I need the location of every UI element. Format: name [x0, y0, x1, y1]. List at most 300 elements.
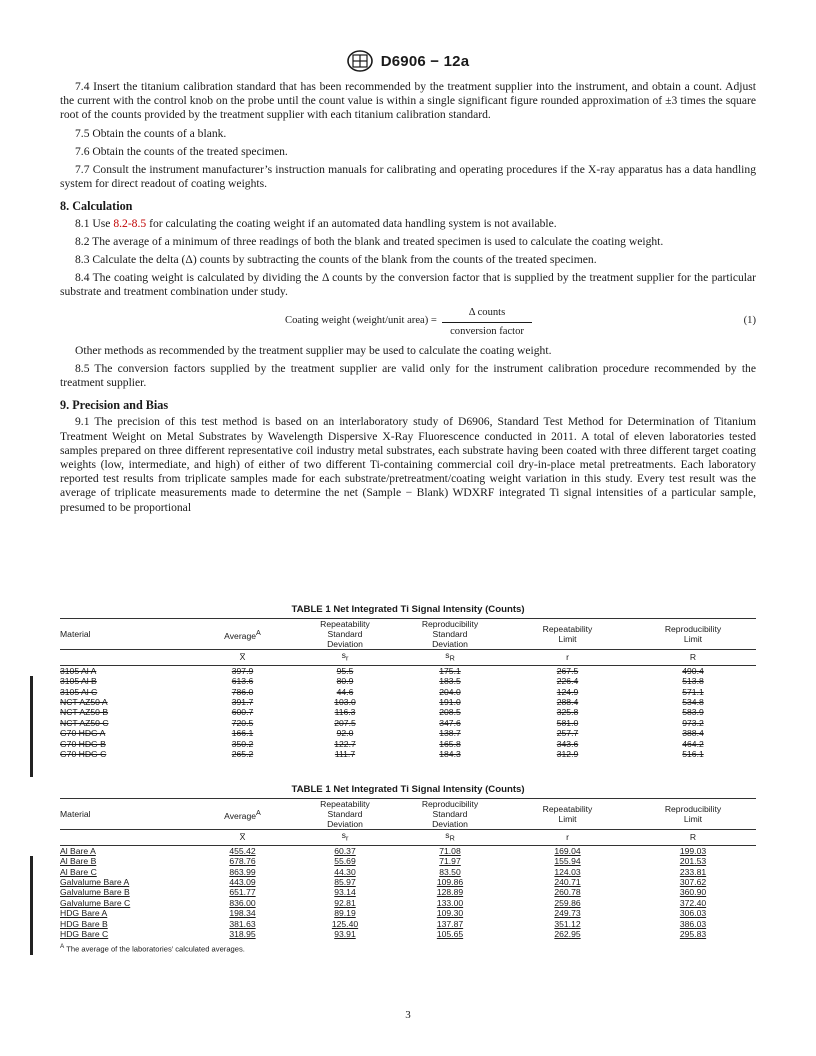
cell-value: [630, 665, 756, 676]
cell-value: [190, 929, 295, 939]
cell-text: 249.73: [554, 908, 581, 919]
cell-text: 3105 Al C: [60, 686, 98, 697]
cell-text: 443.09: [229, 877, 256, 888]
table-row: [60, 856, 756, 866]
cell-text: 600.7: [231, 707, 254, 718]
cell-material: [60, 728, 190, 738]
cell-value: [395, 718, 505, 728]
cell-value: [630, 728, 756, 738]
cell-material: [60, 845, 190, 856]
paragraph-8-1-text: 8.1 Use: [75, 216, 114, 230]
cell-value: [505, 908, 630, 918]
cell-text: 199.03: [679, 845, 707, 856]
cell-text: 288.4: [556, 697, 579, 708]
cell-text: 464.2: [682, 738, 704, 749]
cell-value: [295, 929, 395, 939]
cell-text: 128.89: [436, 887, 464, 898]
header-line: Limit: [558, 634, 577, 644]
table-row: [60, 887, 756, 897]
cell-value: [505, 665, 630, 676]
paragraph-8-1: [60, 217, 756, 231]
cell-text: 571.1: [682, 686, 704, 697]
cell-text: 973.2: [682, 717, 704, 728]
paragraph-7-6: 7.6 Obtain the counts of the treated specimen.: [75, 144, 288, 158]
equation-1: [60, 306, 756, 336]
cell-text: 109.86: [436, 877, 464, 888]
header-reproducibility-sd: [395, 619, 505, 650]
cell-value: [295, 877, 395, 887]
cell-value: [395, 867, 505, 877]
cell-text: 175.1: [439, 665, 461, 676]
header-line: Limit: [683, 814, 703, 824]
header-reproducibility-limit: [630, 619, 756, 650]
cell-text: Al Bare C: [60, 866, 97, 877]
table-row: [60, 687, 756, 697]
cell-text: 80.9: [336, 676, 354, 687]
cell-text: 455.42: [229, 845, 256, 856]
symbol-sr: [295, 830, 395, 846]
cell-text: 85.97: [334, 877, 356, 888]
header-average: [190, 619, 295, 650]
cell-text: NCT AZ50 A: [60, 697, 108, 708]
table-symbol-row: [60, 650, 756, 666]
page-header: [0, 50, 816, 72]
cell-text: NCT AZ50 C: [60, 717, 109, 728]
cell-text: 204.0: [439, 686, 461, 697]
cell-text: 89.19: [334, 908, 356, 919]
cell-value: [630, 697, 756, 707]
table-row: [60, 728, 756, 738]
header-line: Limit: [558, 814, 577, 824]
cell-value: [190, 867, 295, 877]
cell-text: 93.91: [334, 929, 356, 940]
header-line: Standard: [327, 629, 363, 639]
footnote-text: The average of the laboratories’ calculated averages.: [64, 944, 245, 954]
header-line: Reproducibility: [664, 804, 722, 814]
header-material: Material: [60, 799, 190, 830]
cell-value: [190, 707, 295, 717]
cell-value: [505, 707, 630, 717]
paragraph-8-5: 8.5 The conversion factors supplied by the treatment supplier are valid only for the instrument calibration procedure recommended by the treatment supplier.: [60, 361, 756, 390]
table-header-row: [60, 619, 756, 650]
table-title: TABLE 1 Net Integrated Ti Signal Intensity (Counts): [291, 604, 525, 615]
table-row: [60, 676, 756, 686]
cell-material: [60, 929, 190, 939]
header-line: Repeatability: [320, 619, 370, 629]
header-repeatability-sd: [295, 799, 395, 830]
cell-value: [295, 918, 395, 928]
cell-value: [395, 707, 505, 717]
cell-value: [505, 738, 630, 748]
cell-value: [630, 845, 756, 856]
cell-value: [505, 845, 630, 856]
cell-text: 306.03: [679, 908, 707, 919]
cell-text: 372.40: [679, 897, 707, 908]
cell-text: 513.8: [682, 676, 704, 687]
paragraph-8-4-note: Other methods as recommended by the treatment supplier may be used to calculate the coating weight.: [75, 343, 552, 357]
cell-text: NCT AZ50 B: [60, 707, 109, 718]
cell-text: 651.77: [229, 887, 256, 898]
symbol-sub: r: [345, 834, 349, 843]
cell-value: [505, 856, 630, 866]
cell-value: [505, 728, 630, 738]
cell-text: G70 HDG B: [60, 738, 106, 749]
cell-material: [60, 697, 190, 707]
cell-text: 583.9: [682, 707, 704, 718]
cell-value: [395, 929, 505, 939]
cell-value: [630, 676, 756, 686]
cell-value: [190, 665, 295, 676]
cell-value: [395, 877, 505, 887]
cell-value: [190, 887, 295, 897]
cell-text: 165.8: [439, 738, 461, 749]
cell-value: [395, 687, 505, 697]
cell-value: [395, 738, 505, 748]
cell-value: [295, 697, 395, 707]
header-line: Repeatability: [542, 804, 593, 814]
cell-text: 122.7: [334, 738, 356, 749]
cell-value: [190, 856, 295, 866]
cell-value: [395, 887, 505, 897]
cell-value: [190, 738, 295, 748]
cell-value: [630, 707, 756, 717]
cell-text: HDG Bare B: [60, 918, 108, 929]
cell-value: [630, 738, 756, 748]
cell-text: 92.81: [334, 897, 356, 908]
cell-text: 138.7: [439, 728, 461, 739]
cell-text: 92.0: [336, 728, 354, 739]
cell-text: 44.30: [334, 866, 356, 877]
cell-value: [395, 697, 505, 707]
cell-value: [395, 749, 505, 759]
cell-value: [505, 697, 630, 707]
cell-text: 233.81: [679, 866, 707, 877]
table-row: [60, 929, 756, 939]
cell-text: 183.5: [439, 676, 461, 687]
cell-text: G70 HDG C: [60, 749, 107, 760]
cell-value: [295, 718, 395, 728]
cell-text: 312.9: [556, 749, 579, 760]
cell-material: [60, 676, 190, 686]
cell-text: 201.53: [679, 856, 707, 867]
equation-lhs: Coating weight (weight/unit area) =: [285, 314, 437, 326]
symbol-empty: [60, 830, 190, 846]
cell-text: 307.62: [679, 877, 707, 888]
symbol-sub: R: [449, 834, 455, 843]
cell-value: [505, 918, 630, 928]
table-row: [60, 665, 756, 676]
cell-value: [190, 718, 295, 728]
cell-value: [190, 918, 295, 928]
cell-text: 133.00: [436, 897, 464, 908]
cell-text: 95.5: [336, 665, 354, 676]
cell-value: [505, 749, 630, 759]
cell-text: 381.63: [229, 918, 256, 929]
header-material: Material: [60, 619, 190, 650]
equation-numerator: Δ counts: [442, 306, 532, 323]
table-title: TABLE 1 Net Integrated Ti Signal Intensity (Counts): [291, 784, 525, 795]
astm-logo-icon: [347, 50, 373, 72]
cell-text: 60.37: [334, 845, 356, 856]
symbol-s: s: [341, 650, 346, 660]
cell-text: 226.4: [556, 676, 579, 687]
cell-value: [295, 728, 395, 738]
paragraph-8-2: 8.2 The average of a minimum of three readings of both the blank and treated specimen is used to calculate the coating weight.: [75, 234, 664, 248]
cell-value: [505, 687, 630, 697]
cell-material: [60, 898, 190, 908]
cell-value: [630, 898, 756, 908]
cell-material: [60, 856, 190, 866]
table-new-body: [60, 845, 756, 939]
symbol-sub: R: [449, 654, 455, 663]
cell-text: 386.03: [679, 918, 707, 929]
table-old-body: [60, 665, 756, 759]
table-1-new: [60, 784, 756, 954]
cell-value: [295, 908, 395, 918]
table-header-row: [60, 799, 756, 830]
section-8-heading: 8. Calculation: [60, 199, 133, 214]
table-row: [60, 707, 756, 717]
paragraph-8-4: 8.4 The coating weight is calculated by dividing the Δ counts by the conversion factor that is supplied by the treatment supplier for the particular substrate and treatment combination under study.: [60, 271, 756, 299]
cell-text: 267.5: [556, 665, 579, 676]
header-line: Deviation: [432, 639, 468, 649]
cell-text: 93.14: [334, 887, 356, 898]
symbol-R: R: [630, 830, 756, 846]
cell-value: [395, 665, 505, 676]
cell-value: [630, 929, 756, 939]
header-line: Standard: [327, 809, 363, 819]
cell-value: [630, 749, 756, 759]
cell-material: [60, 867, 190, 877]
cell-text: 360.90: [679, 887, 707, 898]
cell-value: [630, 687, 756, 697]
cell-value: [630, 887, 756, 897]
cell-text: 516.1: [682, 749, 704, 760]
cell-text: 581.0: [556, 717, 579, 728]
cell-text: 257.7: [556, 728, 579, 739]
section-reference-link[interactable]: 8.2-8.5: [113, 216, 147, 230]
cell-value: [630, 856, 756, 866]
cell-material: [60, 877, 190, 887]
cell-text: Galvalume Bare C: [60, 897, 131, 908]
cell-material: [60, 665, 190, 676]
symbol-sub: r: [345, 654, 349, 663]
cell-material: [60, 687, 190, 697]
cell-value: [190, 877, 295, 887]
cell-value: [395, 845, 505, 856]
table-row: [60, 918, 756, 928]
cell-text: 137.87: [436, 918, 464, 929]
cell-text: 343.6: [556, 738, 579, 749]
cell-text: 720.5: [231, 717, 254, 728]
cell-value: [630, 867, 756, 877]
cell-value: [295, 867, 395, 877]
cell-value: [505, 898, 630, 908]
cell-text: Al Bare A: [60, 845, 96, 856]
paragraph-8-1-text-end: for calculating the coating weight if an automated data handling system is not available.: [146, 216, 557, 230]
cell-value: [630, 918, 756, 928]
cell-text: 169.04: [554, 845, 581, 856]
cell-text: 116.3: [334, 707, 356, 718]
cell-value: [505, 676, 630, 686]
cell-text: Al Bare B: [60, 856, 97, 867]
header-average-label: Average: [224, 810, 257, 821]
cell-value: [295, 856, 395, 866]
cell-value: [295, 887, 395, 897]
header-line: Limit: [683, 634, 703, 644]
cell-text: 388.4: [682, 728, 704, 739]
equation-denominator: conversion factor: [450, 325, 524, 337]
symbol-s: s: [445, 650, 450, 660]
cell-value: [190, 728, 295, 738]
cell-text: 262.95: [554, 929, 581, 940]
cell-value: [630, 908, 756, 918]
header-line: Standard: [432, 809, 468, 819]
cell-material: [60, 738, 190, 748]
cell-text: 240.71: [554, 877, 581, 888]
cell-value: [295, 665, 395, 676]
table-footnote: [60, 943, 756, 954]
cell-text: 347.6: [439, 717, 461, 728]
cell-value: [295, 845, 395, 856]
cell-text: 83.50: [439, 866, 461, 877]
cell-material: [60, 749, 190, 759]
cell-value: [505, 887, 630, 897]
cell-value: [395, 728, 505, 738]
cell-value: [190, 908, 295, 918]
cell-value: [295, 738, 395, 748]
symbol-sR: [395, 650, 505, 666]
cell-text: HDG Bare A: [60, 908, 108, 919]
cell-text: 198.34: [229, 908, 256, 919]
cell-text: 124.9: [556, 686, 579, 697]
table-new-grid: [60, 798, 756, 939]
footnote-marker: A: [60, 943, 65, 951]
symbol-r: r: [505, 830, 630, 846]
header-reproducibility-limit: [630, 799, 756, 830]
cell-text: HDG Bare C: [60, 929, 109, 940]
symbol-sr: [295, 650, 395, 666]
symbol-r: r: [505, 650, 630, 666]
header-line: Repeatability: [320, 799, 370, 809]
cell-text: 166.1: [231, 728, 254, 739]
symbol-empty: [60, 650, 190, 666]
cell-text: 55.69: [334, 856, 356, 867]
header-line: Repeatability: [542, 624, 593, 634]
cell-value: [295, 898, 395, 908]
cell-value: [295, 749, 395, 759]
cell-text: 109.30: [436, 908, 464, 919]
cell-material: [60, 887, 190, 897]
cell-value: [190, 845, 295, 856]
equation-fraction: [442, 306, 532, 339]
cell-text: 786.0: [231, 686, 254, 697]
header-average-sup: A: [256, 808, 261, 817]
header-line: Reproducibility: [421, 799, 479, 809]
paragraph-7-7: 7.7 Consult the instrument manufacturer’s instruction manuals for calibrating and operating procedures if the X-ray apparatus has a data handling system for direct readout of coating weights.: [60, 163, 756, 191]
cell-text: 318.95: [229, 929, 256, 940]
header-repeatability-limit: [505, 619, 630, 650]
paragraph-9-1: 9.1 The precision of this test method is based on an interlaboratory study of D6906, Standard Test Method for Determination of Titanium Treatment Weight on Metal Substrates by Wavelength Dispersive X-Ray Fluorescence conducted in 2011. A total of eleven laboratories tested samples prepared on three different representative coil industry metal substrates, each substrate having been coated with three different target coating weights (low, intermediate, and high) of either of two different Ti-containing commercial coil dry-in-place metal pretreatments. Each laboratory reported test results from triplicate samples made for each substrate/pretreatment/coating weight variation in this study. Every test result was the average of triplicate measurements made to determine the net (Sample − Blank) WDXRF integrated Ti signal intensities of a particular sample, presumed to be proportional: [60, 415, 756, 514]
cell-value: [505, 718, 630, 728]
cell-material: [60, 718, 190, 728]
cell-text: 265.2: [231, 749, 254, 760]
symbol-average: X̅: [190, 830, 295, 846]
cell-material: [60, 908, 190, 918]
cell-text: 124.03: [554, 866, 581, 877]
table-row: [60, 697, 756, 707]
cell-text: Galvalume Bare B: [60, 887, 130, 898]
paragraph-7-4: 7.4 Insert the titanium calibration standard that has been recommended by the treatment supplier into the instrument, and obtain a count. Adjust the current with the control knob on the probe until the count value is within a single significant figure rounded approximation of ±3 times the square root of the counts provided by the treatment supplier with each titanium calibration standard.: [60, 80, 756, 122]
cell-text: 208.5: [439, 707, 461, 718]
cell-value: [395, 918, 505, 928]
symbol-R: R: [630, 650, 756, 666]
cell-value: [190, 687, 295, 697]
cell-value: [295, 687, 395, 697]
table-1-old: [60, 604, 756, 759]
cell-text: Galvalume Bare A: [60, 877, 130, 888]
section-9-heading: 9. Precision and Bias: [60, 398, 169, 413]
header-average-sup: A: [256, 628, 261, 637]
cell-value: [190, 676, 295, 686]
cell-value: [395, 898, 505, 908]
cell-text: 678.76: [229, 856, 256, 867]
cell-value: [505, 877, 630, 887]
header-repeatability-limit: [505, 799, 630, 830]
cell-material: [60, 707, 190, 717]
paragraph-7-5: 7.5 Obtain the counts of a blank.: [75, 126, 227, 140]
table-old-grid: [60, 618, 756, 759]
header-line: Deviation: [327, 639, 363, 649]
header-repeatability-sd: [295, 619, 395, 650]
cell-text: 325.8: [556, 707, 579, 718]
cell-text: 534.8: [682, 697, 704, 708]
document-id: D6906 − 12a: [380, 52, 470, 70]
cell-value: [295, 676, 395, 686]
cell-text: 191.0: [439, 697, 461, 708]
table-row: [60, 845, 756, 856]
cell-value: [630, 877, 756, 887]
cell-material: [60, 918, 190, 928]
cell-value: [190, 749, 295, 759]
cell-text: 836.00: [229, 897, 256, 908]
cell-text: 184.3: [439, 749, 461, 760]
cell-text: 125.40: [331, 918, 359, 929]
cell-text: 207.5: [334, 717, 356, 728]
cell-text: 155.94: [554, 856, 581, 867]
cell-text: 490.4: [682, 665, 704, 676]
cell-text: 863.99: [229, 866, 256, 877]
cell-text: 350.2: [231, 738, 254, 749]
cell-text: 103.0: [334, 697, 356, 708]
cell-value: [395, 908, 505, 918]
cell-text: 295.83: [679, 929, 707, 940]
cell-text: 397.9: [231, 665, 254, 676]
cell-text: 105.65: [436, 929, 464, 940]
table-row: [60, 749, 756, 759]
cell-text: 71.08: [439, 845, 461, 856]
cell-value: [395, 856, 505, 866]
cell-text: 3105 Al A: [60, 665, 97, 676]
cell-value: [505, 867, 630, 877]
header-line: Reproducibility: [664, 624, 722, 634]
cell-text: G70 HDG A: [60, 728, 106, 739]
header-line: Reproducibility: [421, 619, 479, 629]
cell-text: 613.6: [231, 676, 254, 687]
cell-text: 259.86: [554, 897, 581, 908]
symbol-sR: [395, 830, 505, 846]
header-line: Deviation: [327, 819, 363, 829]
